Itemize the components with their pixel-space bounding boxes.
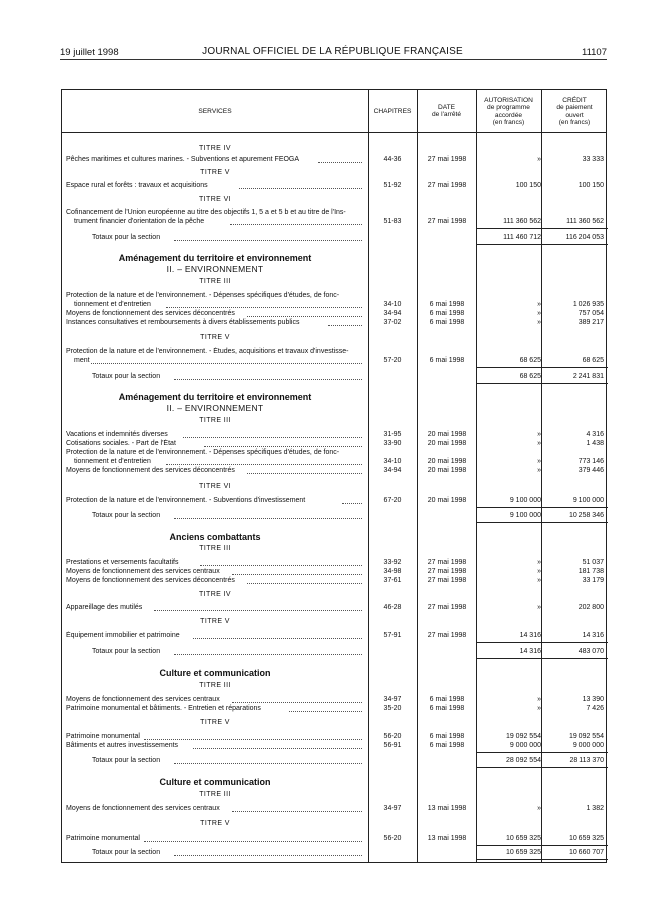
service-label: ment xyxy=(74,357,90,364)
titre-label: TITRE V xyxy=(200,820,230,827)
totals-underline xyxy=(477,859,608,860)
ministry-label: Aménagement du territoire et environnement xyxy=(118,392,312,402)
service-label: Patrimoine monumental et bâtiments. - Entretien et réparations xyxy=(66,705,261,712)
service-label: Appareillage des mutilés xyxy=(66,604,143,611)
chapitre-value: 56-91 xyxy=(383,742,402,749)
ministry-heading xyxy=(62,532,608,542)
chapitre-value: 67-20 xyxy=(383,497,402,504)
autorisation-value: 9 100 000 xyxy=(509,497,541,504)
autorisation-value: » xyxy=(537,805,541,812)
service-label: Moyens de fonctionnement des services déconcentrés xyxy=(66,310,235,317)
dot-leader xyxy=(247,473,363,474)
titre-heading xyxy=(62,482,608,492)
header-rule-table xyxy=(62,132,606,133)
section-subheading xyxy=(62,264,608,274)
col-header-date xyxy=(417,104,476,119)
col-header-services: SERVICES xyxy=(198,108,232,115)
credit-value: 2 241 831 xyxy=(572,373,604,380)
credit-value: 111 360 562 xyxy=(566,218,604,225)
totals-underline xyxy=(477,383,608,384)
titre-label: TITRE IV xyxy=(199,591,231,598)
service-label: Moyens de fonctionnement des services déconcentrés xyxy=(66,467,235,474)
chapitre-value: 37-02 xyxy=(383,319,402,326)
chapitre-value: 56-20 xyxy=(383,835,402,842)
date-value: 6 mai 1998 xyxy=(429,301,465,308)
chapitre-value: 34-94 xyxy=(383,467,402,474)
date-value: 20 mai 1998 xyxy=(427,431,467,438)
service-label: Équipement immobilier et patrimoine xyxy=(66,632,180,639)
dot-leader xyxy=(204,446,362,447)
chapitre-value: 46-28 xyxy=(383,604,402,611)
date-value: 6 mai 1998 xyxy=(429,310,465,317)
dot-leader xyxy=(247,316,363,317)
dot-leader xyxy=(183,437,362,438)
section-subheading xyxy=(62,403,608,413)
titre-label: TITRE V xyxy=(200,618,230,625)
dot-leader xyxy=(193,748,362,749)
table-row xyxy=(62,356,608,366)
date-value: 27 mai 1998 xyxy=(427,156,467,163)
credit-value: 19 092 554 xyxy=(568,733,604,740)
chapitre-value: 34-97 xyxy=(383,696,402,703)
credit-value: 10 660 707 xyxy=(568,849,604,856)
titre-heading xyxy=(62,617,608,627)
autorisation-value: 14 316 xyxy=(519,648,541,655)
titre-heading xyxy=(62,718,608,728)
totals-label: Totaux pour la section xyxy=(92,849,161,856)
col-header-date-line1: DATE xyxy=(437,104,456,111)
chapitre-value: 31-95 xyxy=(383,431,402,438)
col-header-auth-line1: AUTORISATION xyxy=(484,97,533,104)
credit-value: 1 382 xyxy=(586,805,604,812)
chapitre-value: 33-90 xyxy=(383,440,402,447)
totals-row xyxy=(62,756,608,766)
col-header-cred-line1: CRÉDIT xyxy=(562,97,587,104)
titre-heading xyxy=(62,333,608,343)
autorisation-value: » xyxy=(537,156,541,163)
col-header-date-line2: de l'arrêté xyxy=(431,111,462,119)
autorisation-value: 9 000 000 xyxy=(509,742,541,749)
credit-value: 483 070 xyxy=(578,648,604,655)
totals-underline xyxy=(477,244,608,245)
chapitre-value: 34-97 xyxy=(383,805,402,812)
col-header-chapitres: CHAPITRES xyxy=(373,108,412,115)
dot-leader xyxy=(174,855,362,856)
service-label: Cofinancement de l'Union européenne au titre des objectifs 1, 5 a et 5 b et au titre de l'Ins- xyxy=(66,209,346,216)
totals-label: Totaux pour la section xyxy=(92,648,161,655)
service-label: Espace rural et forêts : travaux et acquisitions xyxy=(66,182,208,189)
credit-value: 181 738 xyxy=(578,568,604,575)
credit-value: 10 659 325 xyxy=(568,835,604,842)
dot-leader xyxy=(91,363,362,364)
table-row xyxy=(62,631,608,641)
titre-heading xyxy=(62,544,608,554)
dot-leader xyxy=(328,325,362,326)
credit-value: 1 438 xyxy=(586,440,604,447)
credit-value: 4 316 xyxy=(586,431,604,438)
credit-value: 9 000 000 xyxy=(572,742,604,749)
credit-value: 379 446 xyxy=(578,467,604,474)
totals-underline xyxy=(477,658,608,659)
titre-heading xyxy=(62,168,608,178)
credit-value: 14 316 xyxy=(582,632,604,639)
credit-value: 33 333 xyxy=(582,156,604,163)
titre-label: TITRE VI xyxy=(199,483,231,490)
col-header-auth-line3: accordée xyxy=(494,111,523,119)
section-label: II. – ENVIRONNEMENT xyxy=(166,403,264,413)
chapitre-value: 34-98 xyxy=(383,568,402,575)
autorisation-value: » xyxy=(537,559,541,566)
credit-value: 116 204 053 xyxy=(565,234,604,241)
credit-value: 757 054 xyxy=(578,310,604,317)
credit-value: 51 037 xyxy=(582,559,604,566)
col-header-cred-line3: ouvert xyxy=(565,111,584,119)
date-value: 13 mai 1998 xyxy=(427,835,467,842)
table-row xyxy=(62,496,608,506)
service-label: tionnement et d'entretien xyxy=(74,458,151,465)
dot-leader xyxy=(193,638,362,639)
titre-heading xyxy=(62,681,608,691)
totals-row xyxy=(62,511,608,521)
table-row xyxy=(62,804,608,814)
subtotal-rule xyxy=(477,752,608,753)
header-rule xyxy=(60,59,607,60)
date-value: 27 mai 1998 xyxy=(427,604,467,611)
titre-label: TITRE III xyxy=(199,545,231,552)
dot-leader xyxy=(154,610,362,611)
date-value: 20 mai 1998 xyxy=(427,497,467,504)
totals-label: Totaux pour la section xyxy=(92,757,161,764)
service-label: Bâtiments et autres investissements xyxy=(66,742,179,749)
ministry-label: Culture et communication xyxy=(159,668,271,678)
titre-label: TITRE V xyxy=(200,719,230,726)
credit-value: 68 625 xyxy=(582,357,604,364)
date-value: 13 mai 1998 xyxy=(427,805,467,812)
table-row xyxy=(62,603,608,613)
page-date: 19 juillet 1998 xyxy=(60,47,119,58)
totals-row xyxy=(62,647,608,657)
dot-leader xyxy=(174,763,362,764)
ministry-heading xyxy=(62,253,608,263)
credit-value: 33 179 xyxy=(582,577,604,584)
service-label: Instances consultatives et remboursements à divers établissements publics xyxy=(66,319,300,326)
chapitre-value: 35-20 xyxy=(383,705,402,712)
totals-label: Totaux pour la section xyxy=(92,512,161,519)
totals-underline xyxy=(477,522,608,523)
titre-heading xyxy=(62,790,608,800)
autorisation-value: » xyxy=(537,568,541,575)
date-value: 6 mai 1998 xyxy=(429,696,465,703)
autorisation-value: » xyxy=(537,319,541,326)
col-header-cred-line2: de paiement xyxy=(556,104,593,112)
credits-table xyxy=(61,89,607,863)
dot-leader xyxy=(239,188,362,189)
autorisation-value: » xyxy=(537,431,541,438)
credit-value: 7 426 xyxy=(586,705,604,712)
service-label: Protection de la nature et de l'environnement. - Dépenses spécifiques d'études, de fonc- xyxy=(66,449,340,456)
dot-leader xyxy=(230,224,362,225)
dot-leader xyxy=(174,379,362,380)
date-value: 20 mai 1998 xyxy=(427,458,467,465)
service-label: Vacations et indemnités diverses xyxy=(66,431,168,438)
dot-leader xyxy=(144,841,362,842)
subtotal-rule xyxy=(477,642,608,643)
dot-leader xyxy=(174,240,362,241)
autorisation-value: 19 092 554 xyxy=(505,733,541,740)
autorisation-value: 9 100 000 xyxy=(509,512,541,519)
dot-leader xyxy=(318,162,363,163)
chapitre-value: 44-36 xyxy=(383,156,402,163)
date-value: 6 mai 1998 xyxy=(429,357,465,364)
autorisation-value: » xyxy=(537,705,541,712)
subtotal-rule xyxy=(477,367,608,368)
chapitre-value: 51-83 xyxy=(383,218,402,225)
chapitre-value: 57-91 xyxy=(383,632,402,639)
chapitre-value: 37-61 xyxy=(383,577,402,584)
titre-heading xyxy=(62,590,608,600)
table-row xyxy=(62,217,608,227)
autorisation-value: 68 625 xyxy=(519,373,541,380)
date-value: 27 mai 1998 xyxy=(427,218,467,225)
dot-leader xyxy=(289,711,362,712)
service-label: Moyens de fonctionnement des services centraux xyxy=(66,805,220,812)
service-label: Patrimoine monumental xyxy=(66,835,140,842)
ministry-heading xyxy=(62,392,608,402)
titre-heading xyxy=(62,416,608,426)
date-value: 27 mai 1998 xyxy=(427,182,467,189)
dot-leader xyxy=(200,565,362,566)
table-row xyxy=(62,741,608,751)
chapitre-value: 34-10 xyxy=(383,301,402,308)
col-header-auth-line4: (en francs) xyxy=(492,119,525,127)
dot-leader xyxy=(174,518,362,519)
credit-value: 389 217 xyxy=(578,319,604,326)
subtotal-rule xyxy=(477,228,608,229)
section-label: II. – ENVIRONNEMENT xyxy=(166,264,264,274)
service-label: Prestations et versements facultatifs xyxy=(66,559,179,566)
ministry-heading xyxy=(62,777,608,787)
titre-label: TITRE III xyxy=(199,682,231,689)
totals-underline xyxy=(477,767,608,768)
autorisation-value: 100 150 xyxy=(515,182,541,189)
totals-row xyxy=(62,372,608,382)
service-label: Moyens de fonctionnement des services centraux xyxy=(66,696,220,703)
autorisation-value: 14 316 xyxy=(519,632,541,639)
titre-label: TITRE IV xyxy=(199,145,231,152)
autorisation-value: » xyxy=(537,440,541,447)
table-row xyxy=(62,466,608,476)
autorisation-value: » xyxy=(537,696,541,703)
credit-value: 202 800 xyxy=(578,604,604,611)
chapitre-value: 33-92 xyxy=(383,559,402,566)
titre-heading xyxy=(62,277,608,287)
table-row xyxy=(62,318,608,328)
titre-label: TITRE III xyxy=(199,791,231,798)
chapitre-value: 34-10 xyxy=(383,458,402,465)
dot-leader xyxy=(232,811,362,812)
date-value: 6 mai 1998 xyxy=(429,705,465,712)
ministry-heading xyxy=(62,668,608,678)
chapitre-value: 51-92 xyxy=(383,182,402,189)
service-label: Patrimoine monumental xyxy=(66,733,140,740)
titre-heading xyxy=(62,819,608,829)
chapitre-value: 34-94 xyxy=(383,310,402,317)
date-value: 6 mai 1998 xyxy=(429,733,465,740)
dot-leader xyxy=(342,503,362,504)
service-label: Moyens de fonctionnement des services centraux xyxy=(66,568,220,575)
autorisation-value: 10 659 325 xyxy=(505,835,541,842)
titre-label: TITRE V xyxy=(200,334,230,341)
dot-leader xyxy=(144,739,362,740)
totals-row xyxy=(62,848,608,858)
credit-value: 773 146 xyxy=(578,458,604,465)
dot-leader xyxy=(232,574,362,575)
chapitre-value: 57-20 xyxy=(383,357,402,364)
col-header-autorisation xyxy=(476,97,541,127)
service-label: Protection de la nature et de l'environnement. - Dépenses spécifiques d'études, de fonc- xyxy=(66,292,340,299)
service-label: Pêches maritimes et cultures marines. - Subventions et apurement FEOGA xyxy=(66,156,300,163)
autorisation-value: 10 659 325 xyxy=(505,849,541,856)
autorisation-value: » xyxy=(537,604,541,611)
date-value: 6 mai 1998 xyxy=(429,319,465,326)
ministry-label: Anciens combattants xyxy=(169,532,261,542)
chapitre-value: 56-20 xyxy=(383,733,402,740)
autorisation-value: » xyxy=(537,301,541,308)
autorisation-value: 28 092 554 xyxy=(505,757,541,764)
titre-heading xyxy=(62,195,608,205)
service-label: tionnement et d'entretien xyxy=(74,301,151,308)
titre-heading xyxy=(62,144,608,154)
autorisation-value: » xyxy=(537,467,541,474)
date-value: 27 mai 1998 xyxy=(427,559,467,566)
subtotal-rule xyxy=(477,507,608,508)
credit-value: 100 150 xyxy=(578,182,604,189)
autorisation-value: 111 460 712 xyxy=(503,234,541,241)
service-label: Moyens de fonctionnement des services déconcentrés xyxy=(66,577,235,584)
credit-value: 28 113 370 xyxy=(569,757,604,764)
date-value: 6 mai 1998 xyxy=(429,742,465,749)
totals-label: Totaux pour la section xyxy=(92,234,161,241)
credit-value: 10 258 346 xyxy=(568,512,604,519)
totals-label: Totaux pour la section xyxy=(92,373,161,380)
credit-value: 9 100 000 xyxy=(572,497,604,504)
col-header-auth-line2: de programme xyxy=(487,104,530,112)
date-value: 27 mai 1998 xyxy=(427,577,467,584)
autorisation-value: » xyxy=(537,310,541,317)
table-row xyxy=(62,834,608,844)
dot-leader xyxy=(247,583,363,584)
date-value: 27 mai 1998 xyxy=(427,632,467,639)
service-label: Cotisations sociales. - Part de l'État xyxy=(66,440,176,447)
totals-row xyxy=(62,233,608,243)
date-value: 20 mai 1998 xyxy=(427,467,467,474)
service-label: Protection de la nature et de l'environnement. - Études, acquisitions et travaux d'investisse- xyxy=(66,348,349,355)
dot-leader xyxy=(174,654,362,655)
dot-leader xyxy=(166,307,362,308)
titre-label: TITRE III xyxy=(199,417,231,424)
titre-label: TITRE V xyxy=(200,169,230,176)
table-row xyxy=(62,181,608,191)
autorisation-value: 111 360 562 xyxy=(503,218,541,225)
date-value: 27 mai 1998 xyxy=(427,568,467,575)
autorisation-value: » xyxy=(537,458,541,465)
credit-value: 13 390 xyxy=(582,696,604,703)
table-row xyxy=(62,576,608,586)
ministry-label: Culture et communication xyxy=(159,777,271,787)
service-label: Protection de la nature et de l'environnement. - Subventions d'investissement xyxy=(66,497,306,504)
journal-title: JOURNAL OFFICIEL DE LA RÉPUBLIQUE FRANÇAISE xyxy=(202,46,463,57)
titre-label: TITRE III xyxy=(199,278,231,285)
table-row xyxy=(62,704,608,714)
autorisation-value: » xyxy=(537,577,541,584)
credit-value: 1 026 935 xyxy=(572,301,604,308)
col-header-cred-line4: (en francs) xyxy=(558,119,591,127)
dot-leader xyxy=(166,464,362,465)
ministry-label: Aménagement du territoire et environnement xyxy=(118,253,312,263)
titre-label: TITRE VI xyxy=(199,196,231,203)
dot-leader xyxy=(232,702,362,703)
date-value: 20 mai 1998 xyxy=(427,440,467,447)
subtotal-rule xyxy=(477,845,608,846)
table-row xyxy=(62,155,608,165)
autorisation-value: 68 625 xyxy=(519,357,541,364)
page-number: 11107 xyxy=(581,47,607,58)
service-label: trument financier d'orientation de la pêche xyxy=(74,218,205,225)
col-header-credit xyxy=(541,97,608,127)
